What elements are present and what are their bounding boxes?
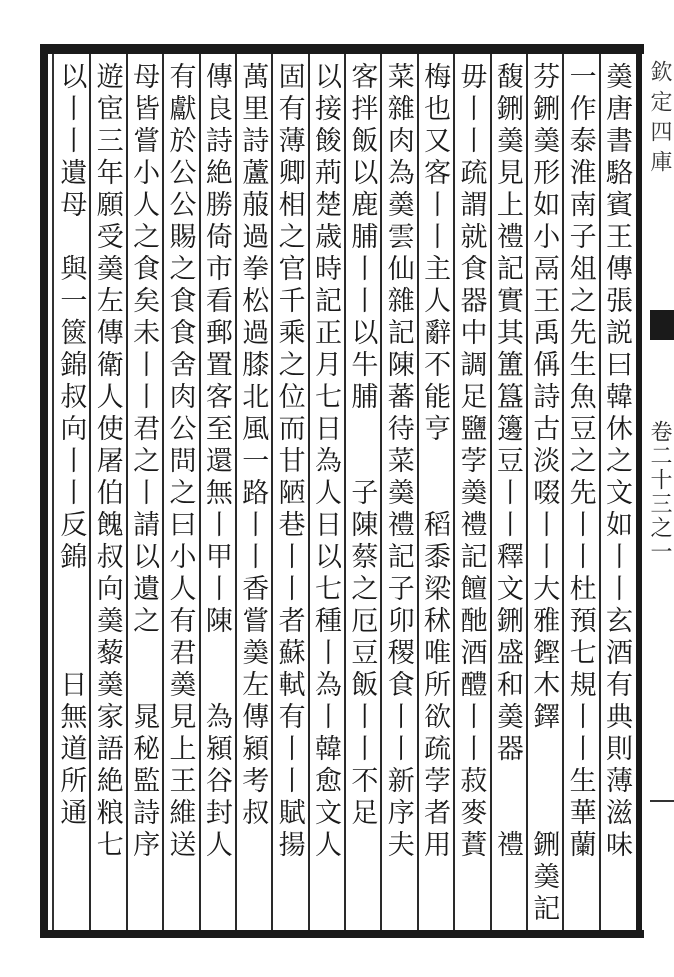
frame-top-border [40,44,644,54]
text-column-16: 以丨丨遺母 與一篋錦叔向丨丨反錦 日無道所通 [55,62,87,830]
text-column-14: 母皆嘗小人之食矣未丨丨君之丨請以遺之 晁秘監詩序 [128,62,160,862]
text-column-8: 客拌飯以鹿脯丨丨以牛脯 子陳蔡之厄豆飯丨丨不足 [346,62,378,830]
text-column-12: 傳良詩絶勝倚市看郵置客至還無丨甲丨陳 為潁谷封人 [200,62,232,862]
text-column-1: 羮唐書駱賓王傳張説曰韓休之文如丨丨玄酒有典則薄滋味 [601,62,632,862]
text-column-4: 馥鉶羮見上禮記實其簠簋籩豆丨丨釋文鉶盛和羮器 禮 [491,62,523,862]
frame-left-border [40,44,48,938]
text-column-3: 芬鉶羮形如小鬲王禹偁詩古淡啜丨丨大雅鏗木鐸 鉶羮記 [528,62,560,926]
text-column-6: 梅也又客丨丨主人辭不能亨 稻黍梁秫唯所欲疏茡者用 [419,62,451,862]
text-column-13: 有獻於公公賜之食食舍肉公問之曰小人有君羮見上王維送 [164,62,196,862]
text-column-5: 毋丨丨疏謂就食器中調足鹽茡羮禮記饘酏酒醴丨丨菽麥蕡 [455,62,487,862]
inner-left-border [52,54,54,930]
margin-header-text: 欽定四庫 [647,60,672,180]
frame-right-border [636,44,642,938]
margin-divider [650,800,674,802]
text-column-2: 一作泰淮南子俎之先生魚豆之先丨丨杜預七規丨丨生華蘭 [564,62,596,862]
volume-label: 卷二十三之一 [647,420,672,564]
text-column-10: 固有薄卿相之官千乘之位而甘陋巷丨丨者蘇軾有丨丨賦揚 [273,62,305,862]
text-column-9: 以接餕荊楚歳時記正月七日為人日以七種丨為丨韓愈文人 [310,62,341,862]
fish-tail-mark [650,310,674,340]
text-column-7: 菜雜肉為羮雲仙雜記陳蕃待菜羮禮記子卯稷食丨丨新序夫 [382,62,414,862]
text-column-15: 遊宦三年願受羮左傳衛人使屠伯餽叔向羮藜羮家語絶粮七 [91,62,123,862]
text-column-11: 萬里詩蘆菔過拳松過膝北風一路丨丨香嘗羮左傳潁考叔 [237,62,269,830]
frame-bottom-border [40,930,644,938]
